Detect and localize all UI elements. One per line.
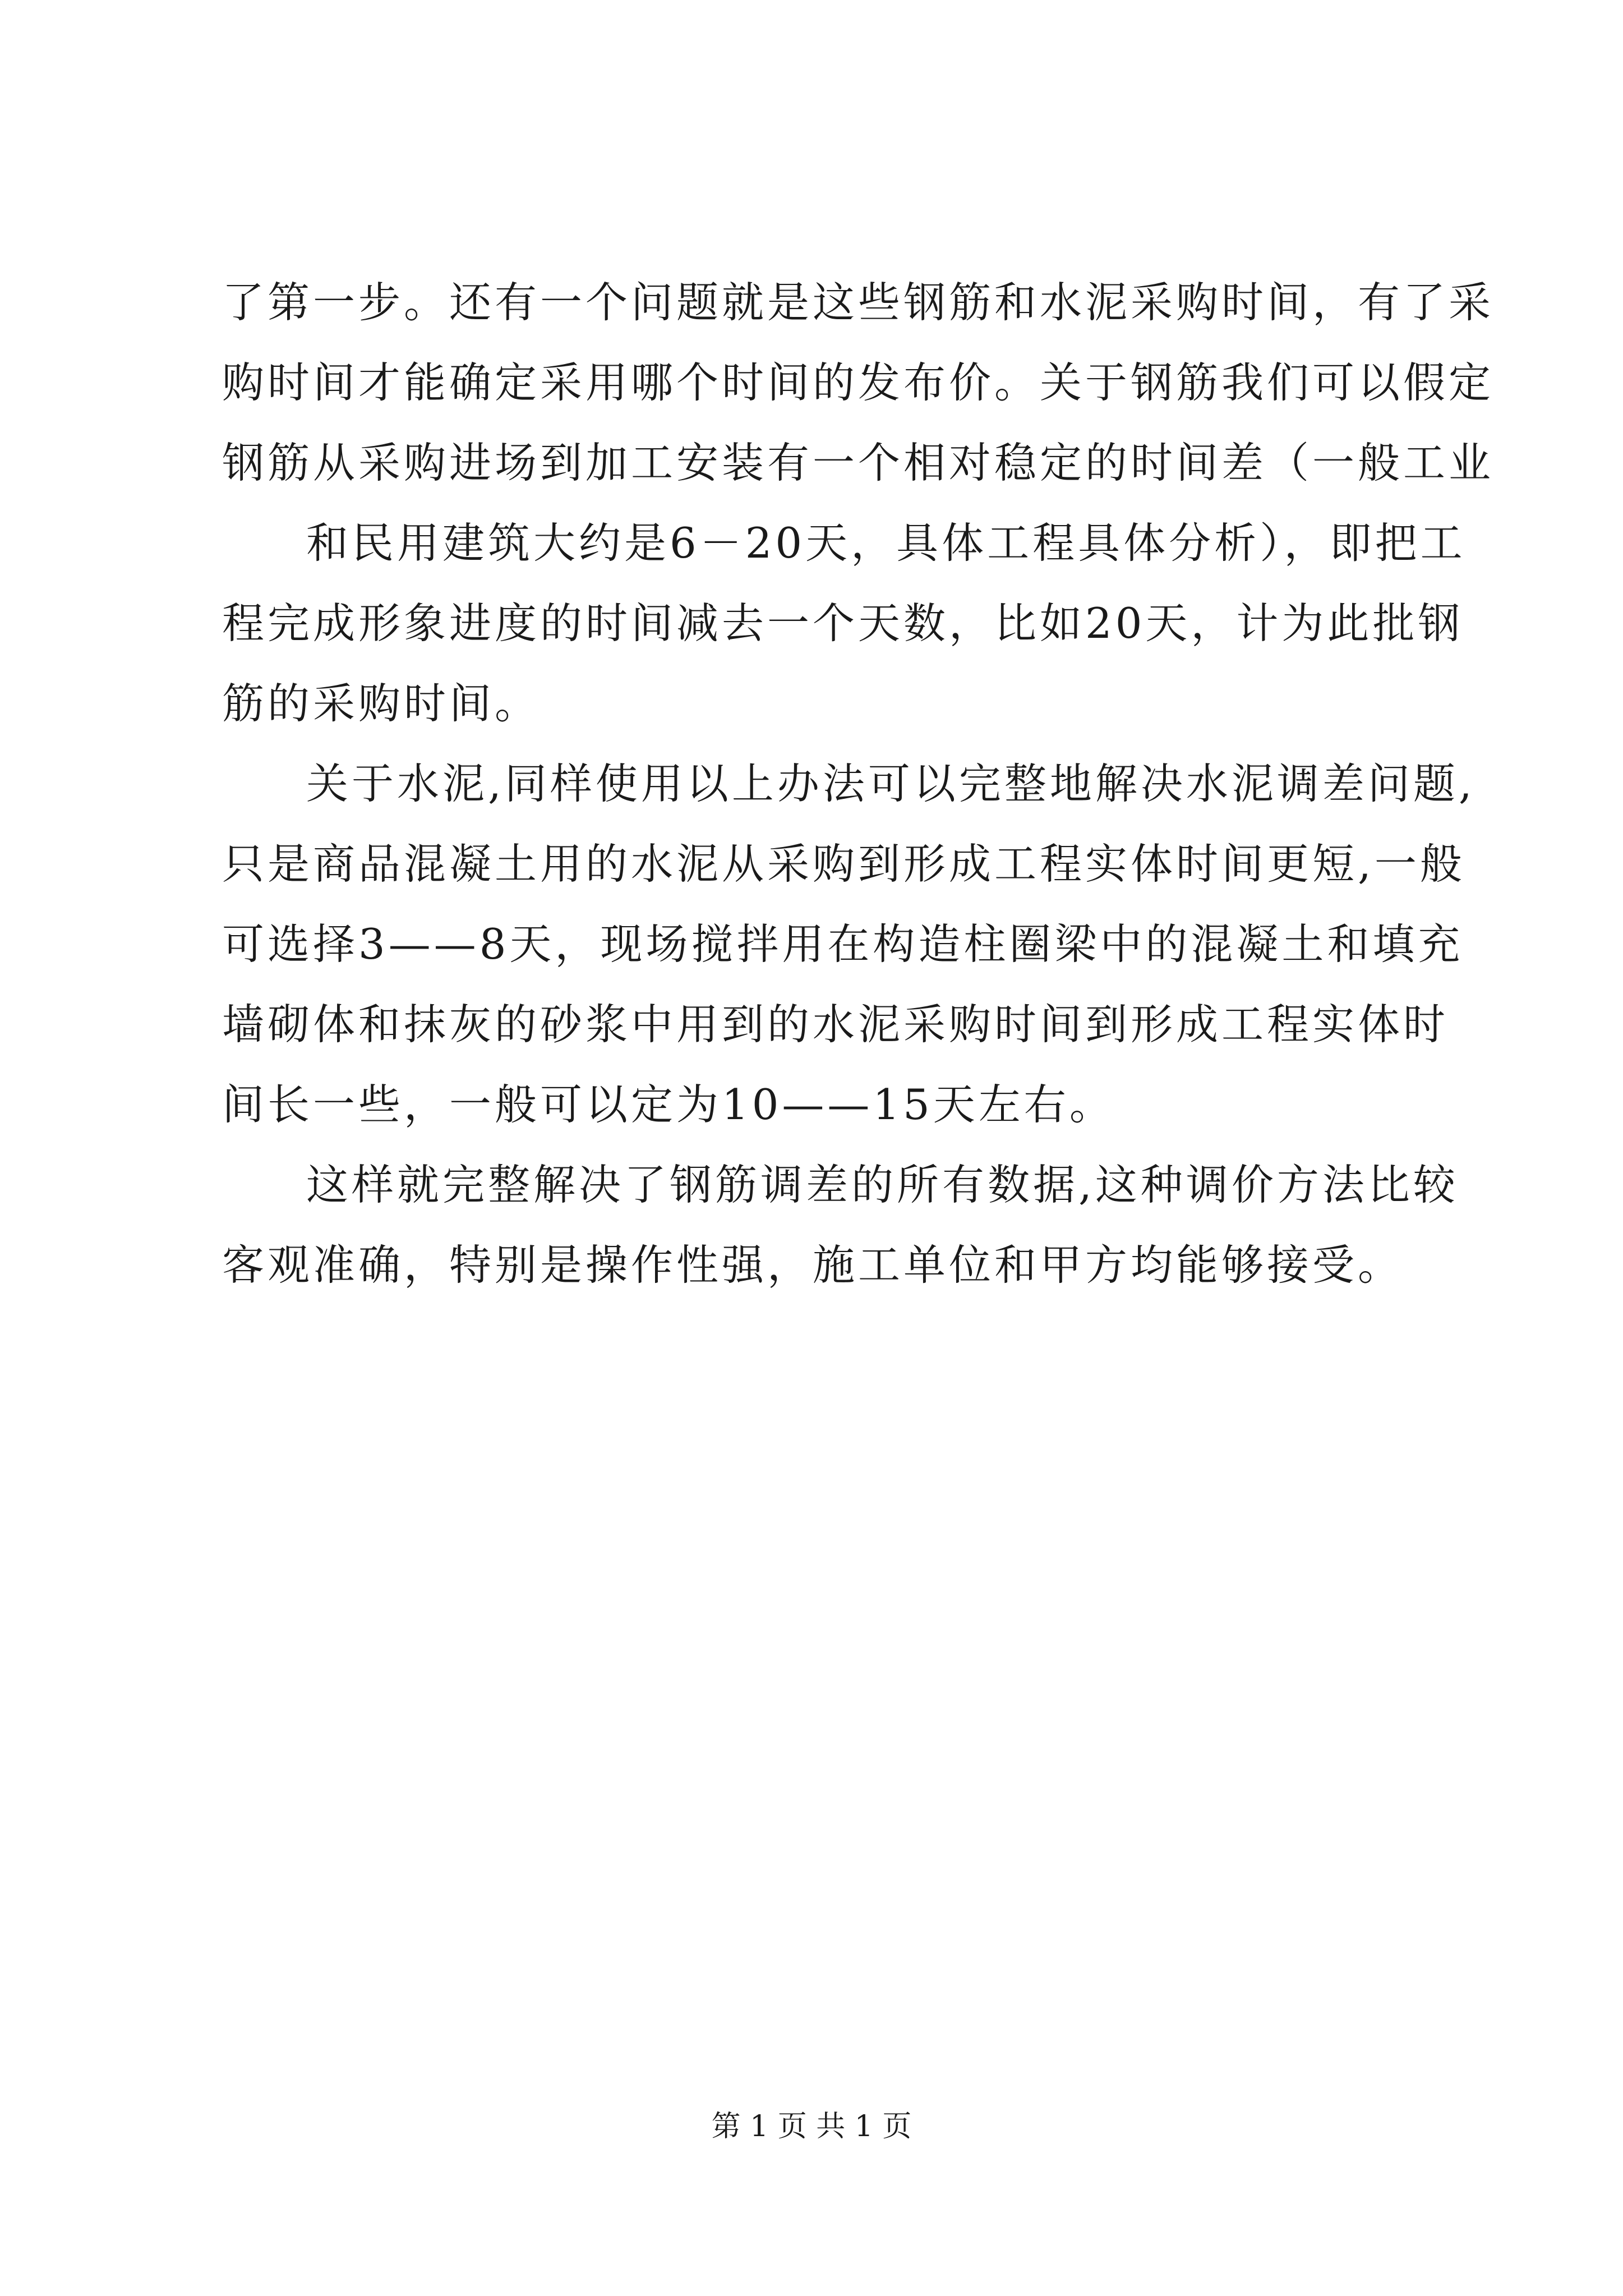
body-line: 筋的采购时间。 — [222, 679, 541, 728]
body-line: 墙砌体和抹灰的砂浆中用到的水泥采购时间到形成工程实体时 — [222, 1000, 1449, 1049]
body-line: 钢筋从采购进场到加工安装有一个相对稳定的时间差（一般工业 — [222, 438, 1495, 487]
body-line: 间长一些，一般可以定为10——15天左右。 — [222, 1080, 1115, 1129]
page-number-footer: 第 1 页 共 1 页 — [711, 2110, 912, 2143]
body-line: 可选择3——8天，现场搅拌用在构造柱圈梁中的混凝土和填充 — [222, 919, 1464, 969]
body-line: 客观准确，特别是操作性强，施工单位和甲方均能够接受。 — [222, 1240, 1404, 1290]
body-line: 购时间才能确定采用哪个时间的发布价。关于钢筋我们可以假定 — [222, 358, 1495, 407]
body-line: 程完成形象进度的时间减去一个天数，比如20天，计为此批钢 — [222, 599, 1464, 648]
paragraph-start-line: 关于水泥,同样使用以上办法可以完整地解决水泥调差问题, — [306, 759, 1476, 808]
body-line: 了第一步。还有一个问题就是这些钢筋和水泥采购时间，有了采 — [222, 278, 1495, 327]
body-line: 只是商品混凝土用的水泥从采购到形成工程实体时间更短,一般 — [222, 839, 1465, 889]
paragraph-start-line: 这样就完整解决了钢筋调差的所有数据,这种调价方法比较 — [306, 1160, 1459, 1209]
body-line: 和民用建筑大约是6－20天，具体工程具体分析），即把工 — [306, 518, 1466, 568]
